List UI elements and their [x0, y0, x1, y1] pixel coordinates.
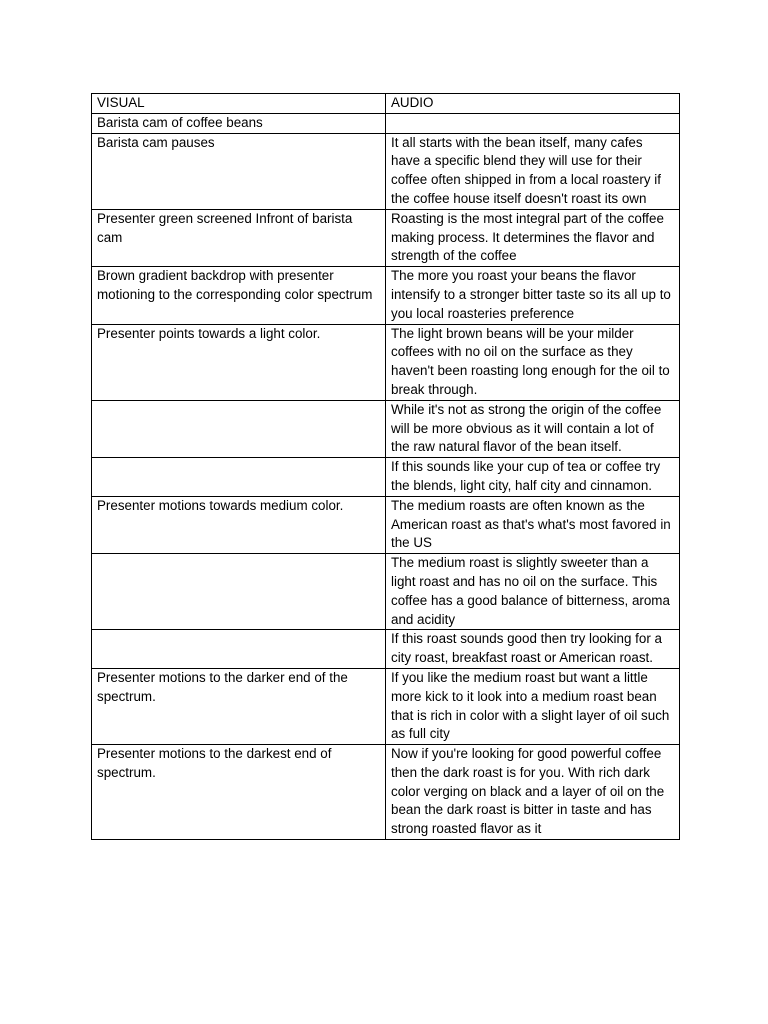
table-row — [92, 458, 680, 497]
audio-cell: While it's not as strong the origin of the coffee will be more obvious as it will contain a lot of the raw natural flavor of the bean itself. — [386, 400, 680, 457]
table-row — [92, 267, 680, 324]
visual-cell: Presenter green screened Infront of barista cam — [92, 209, 386, 266]
table-row — [92, 668, 680, 744]
visual-column-header: VISUAL — [92, 94, 386, 114]
visual-cell: Barista cam pauses — [92, 133, 386, 209]
visual-cell: Barista cam of coffee beans — [92, 113, 386, 133]
table-header-row — [92, 94, 680, 114]
visual-cell — [92, 554, 386, 630]
audio-column-header: AUDIO — [386, 94, 680, 114]
visual-cell — [92, 400, 386, 457]
audio-cell: If this roast sounds good then try looking for a city roast, breakfast roast or American roast. — [386, 630, 680, 669]
table-row — [92, 113, 680, 133]
audio-cell: If this sounds like your cup of tea or coffee try the blends, light city, half city and cinnamon. — [386, 458, 680, 497]
table-row — [92, 630, 680, 669]
table-row — [92, 324, 680, 400]
audio-cell: Roasting is the most integral part of the coffee making process. It determines the flavor and strength of the coffee — [386, 209, 680, 266]
audio-cell: The medium roast is slightly sweeter than a light roast and has no oil on the surface. This coffee has a good balance of bitterness, aroma and acidity — [386, 554, 680, 630]
table-row — [92, 209, 680, 266]
table-row — [92, 400, 680, 457]
audio-cell: The medium roasts are often known as the American roast as that's what's most favored in the US — [386, 496, 680, 553]
table-row — [92, 554, 680, 630]
visual-cell: Presenter points towards a light color. — [92, 324, 386, 400]
audio-cell: The light brown beans will be your milder coffees with no oil on the surface as they haven't been roasting long enough for the oil to break through. — [386, 324, 680, 400]
script-table — [91, 93, 680, 840]
audio-cell: Now if you're looking for good powerful coffee then the dark roast is for you. With rich dark color verging on black and a layer of oil on the bean the dark roast is bitter in taste and has strong roasted flavor as it — [386, 745, 680, 840]
visual-cell: Presenter motions to the darker end of the spectrum. — [92, 668, 386, 744]
visual-cell — [92, 630, 386, 669]
audio-cell: The more you roast your beans the flavor intensify to a stronger bitter taste so its all up to you local roasteries preference — [386, 267, 680, 324]
audio-cell: If you like the medium roast but want a little more kick to it look into a medium roast bean that is rich in color with a slight layer of oil such as full city — [386, 668, 680, 744]
visual-cell: Brown gradient backdrop with presenter motioning to the corresponding color spectrum — [92, 267, 386, 324]
visual-cell — [92, 458, 386, 497]
visual-cell: Presenter motions to the darkest end of spectrum. — [92, 745, 386, 840]
table-row — [92, 745, 680, 840]
audio-cell: It all starts with the bean itself, many cafes have a specific blend they will use for their coffee often shipped in from a local roastery if the coffee house itself doesn't roast its own — [386, 133, 680, 209]
audio-cell — [386, 113, 680, 133]
table-row — [92, 133, 680, 209]
visual-cell: Presenter motions towards medium color. — [92, 496, 386, 553]
table-row — [92, 496, 680, 553]
